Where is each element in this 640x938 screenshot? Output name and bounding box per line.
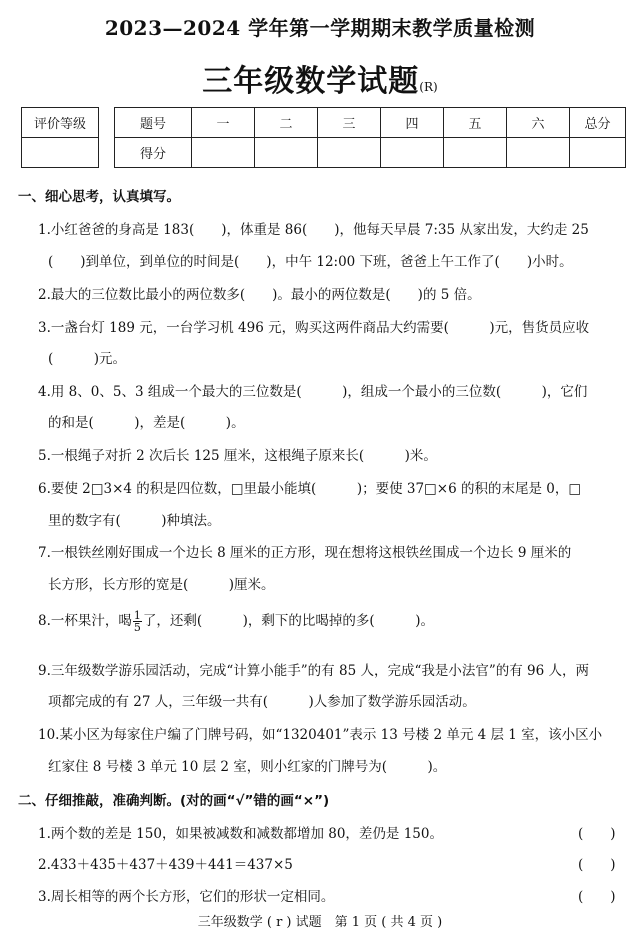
- score-header-cell: 四: [381, 108, 444, 138]
- question-6-line-2: 里的数字有( )种填法。: [48, 513, 221, 529]
- score-header-cell: 六: [507, 108, 570, 138]
- score-row-label: 得分: [115, 138, 192, 168]
- score-cell[interactable]: [192, 138, 255, 168]
- question-7-line-2: 长方形，长方形的宽是( )厘米。: [48, 577, 275, 593]
- question-7-line-1: 7.一根铁丝刚好围成一个边长 8 厘米的正方形，现在想将这根铁丝围成一个边长 9 厘米的: [38, 545, 572, 561]
- question-4-line-2: 的和是( )，差是( )。: [48, 415, 245, 431]
- subject-name: 三年级数学试题: [202, 64, 420, 99]
- exam-subject-title: [0, 56, 640, 100]
- grade-table: [21, 107, 99, 168]
- fraction-one-fifth: [133, 610, 142, 633]
- score-header-cell: 总分: [570, 108, 626, 138]
- fraction-denominator: 5: [133, 621, 141, 634]
- question-9-line-1: 9.三年级数学游乐园活动，完成“计算小能手”的有 85 人，完成“我是小法官”的有 96 人，两: [38, 663, 590, 679]
- section-2-title: 二、仔细推敲，准确判断。(对的画“√”错的画“×”): [18, 793, 330, 809]
- question-8: [38, 609, 630, 633]
- question-2: 2.最大的三位数比最小的两位数多( )。最小的两位数是( )的 5 倍。: [38, 287, 481, 303]
- score-cell[interactable]: [507, 138, 570, 168]
- question-3-line-2: ( )元。: [48, 351, 127, 367]
- question-4-line-1: 4.用 8、0、5、3 组成一个最大的三位数是( )，组成一个最小的三位数( )，它们: [38, 384, 588, 400]
- score-header-cell: 三: [318, 108, 381, 138]
- grade-cell[interactable]: [22, 138, 99, 168]
- score-header-cell: 二: [255, 108, 318, 138]
- judge-question-2: 2.433＋435＋437＋439＋441＝437×5: [38, 857, 293, 873]
- judge-question-3: 3.周长相等的两个长方形，它们的形状一定相同。: [38, 889, 335, 905]
- question-8-text-before: 8.一杯果汁，喝: [38, 613, 132, 629]
- question-8-text-after: 了，还剩( )，剩下的比喝掉的多( )。: [142, 613, 434, 629]
- score-cell[interactable]: [381, 138, 444, 168]
- score-cell[interactable]: [255, 138, 318, 168]
- edition-mark: (R): [419, 80, 438, 94]
- score-header-cell: 题号: [115, 108, 192, 138]
- fraction-numerator: 1: [133, 609, 141, 622]
- question-3-line-1: 3.一盏台灯 189 元，一台学习机 496 元，购买这两件商品大约需要( )元，售货员应收: [38, 320, 590, 336]
- question-5: 5.一根绳子对折 2 次后长 125 厘米，这根绳子原来长( )米。: [38, 448, 437, 464]
- grade-label: 评价等级: [22, 108, 99, 138]
- question-9-line-2: 项都完成的有 27 人，三年级一共有( )人参加了数学游乐园活动。: [48, 694, 476, 710]
- page-footer: 三年级数学 ( r ) 试题 第 1 页 ( 共 4 页 ): [197, 915, 443, 930]
- question-10-line-1: 10.某小区为每家住户编了门牌号码，如“1320401”表示 13 号楼 2 单元 4 层 1 室，该小区小: [38, 727, 603, 743]
- question-1-line-1: 1.小红爸爸的身高是 183( )，体重是 86( )，他每天早晨 7:35 从家出发，大约走 25: [38, 222, 589, 238]
- question-10-line-2: 红家住 8 号楼 3 单元 10 层 2 室，则小红家的门牌号为( )。: [48, 759, 447, 775]
- score-table: [114, 107, 626, 168]
- question-6-line-1: 6.要使 2□3×4 的积是四位数，□里最小能填( )；要使 37□×6 的积的末尾是 0，□: [38, 481, 582, 497]
- judge-answer-2[interactable]: ( ): [578, 857, 616, 873]
- section-1-title: 一、细心思考，认真填写。: [18, 189, 180, 205]
- exam-title: 2023—2024 学年第一学期期末教学质量检测: [104, 16, 536, 40]
- judge-answer-3[interactable]: ( ): [578, 889, 616, 905]
- question-1-line-2: ( )到单位，到单位的时间是( )，中午 12:00 下班，爸爸上午工作了( )小时。: [48, 254, 573, 270]
- score-header-cell: 五: [444, 108, 507, 138]
- judge-answer-1[interactable]: ( ): [578, 826, 616, 842]
- judge-question-1: 1.两个数的差是 150，如果被减数和减数都增加 80，差仍是 150。: [38, 826, 443, 842]
- score-header-cell: 一: [192, 108, 255, 138]
- score-cell[interactable]: [444, 138, 507, 168]
- score-cell[interactable]: [570, 138, 626, 168]
- score-cell[interactable]: [318, 138, 381, 168]
